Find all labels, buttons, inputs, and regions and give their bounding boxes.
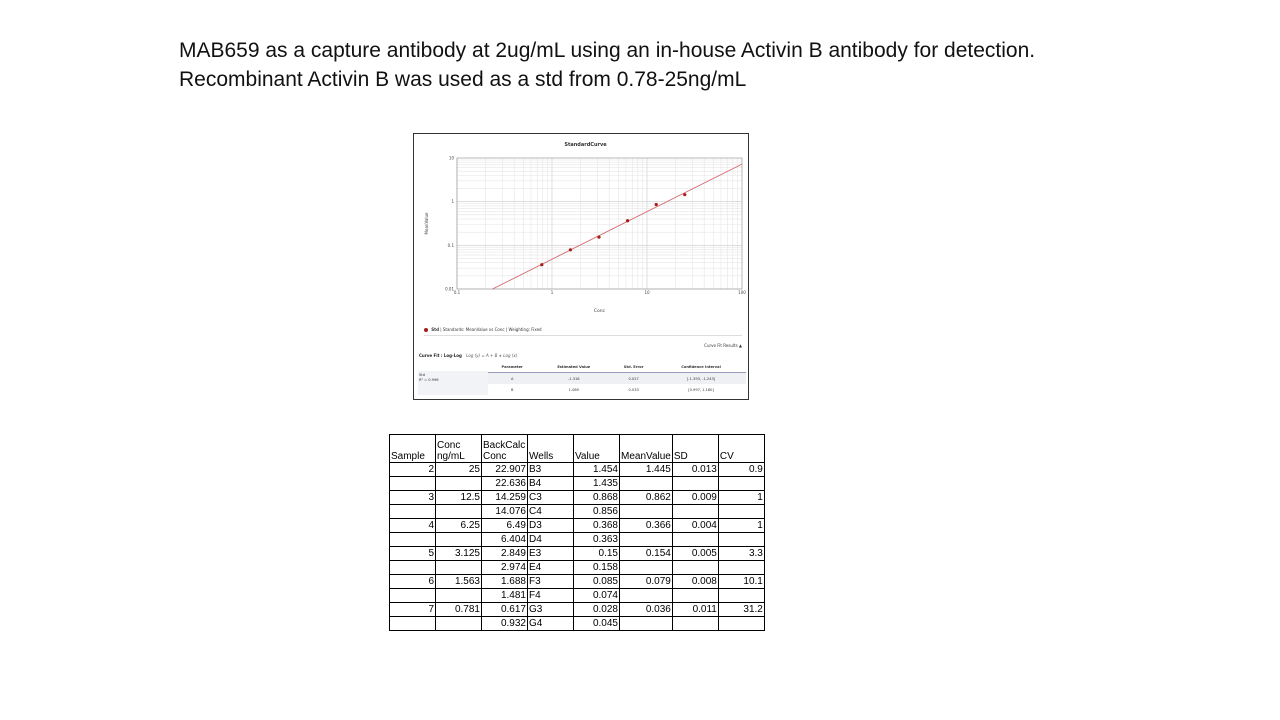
conc-cell [436, 533, 482, 547]
header-cv: CV [718, 435, 764, 463]
meanvalue-cell [620, 533, 673, 547]
y-tick-label: 1 [451, 199, 454, 205]
curve-fit-results-toggle[interactable]: Curve Fit Results ▲ [704, 343, 742, 348]
cv-cell [718, 617, 764, 631]
header-sd: SD [672, 435, 718, 463]
cv-cell: 31.2 [718, 603, 764, 617]
parameter-header-row [488, 362, 746, 373]
value-cell: 1.454 [574, 463, 620, 477]
value-cell: 0.045 [574, 617, 620, 631]
meanvalue-cell: 0.862 [620, 491, 673, 505]
std-fit-label: Std [419, 373, 425, 377]
value-cell: 0.028 [574, 603, 620, 617]
value-cell: 0.085 [574, 575, 620, 589]
data-point [683, 193, 686, 196]
results-table [389, 434, 765, 631]
meanvalue-cell [620, 617, 673, 631]
param-header: Estimated Value [536, 362, 611, 373]
sample-cell [390, 589, 436, 603]
y-tick-label: 0.01 [445, 286, 454, 292]
param-value: 1.089 [568, 387, 579, 392]
table-row [390, 603, 765, 617]
x-tick-label: 10 [644, 290, 650, 295]
sd-cell [672, 505, 718, 519]
curve-fit-equation: Log (y) = A + B ∗ Log (x) [466, 353, 518, 358]
cv-cell: 10.1 [718, 575, 764, 589]
plot-area-frame [457, 158, 742, 289]
sd-cell: 0.009 [672, 491, 718, 505]
sample-cell [390, 561, 436, 575]
sample-cell: 3 [390, 491, 436, 505]
sd-cell: 0.004 [672, 519, 718, 533]
slide-caption [179, 36, 1035, 94]
wells-cell: C3 [528, 491, 574, 505]
sd-cell: 0.005 [672, 547, 718, 561]
param-error: 0.033 [628, 387, 639, 392]
sample-cell [390, 477, 436, 491]
parameter-table [488, 362, 746, 395]
wells-cell: B3 [528, 463, 574, 477]
param-header: Parameter [488, 362, 536, 373]
backcalc-cell: 2.974 [482, 561, 528, 575]
backcalc-cell: 6.404 [482, 533, 528, 547]
sample-cell: 7 [390, 603, 436, 617]
conc-cell [436, 617, 482, 631]
sample-cell: 6 [390, 575, 436, 589]
meanvalue-cell [620, 589, 673, 603]
table-row [390, 477, 765, 491]
param-ci: [-1.393, -1.243] [656, 373, 746, 385]
data-point [569, 248, 572, 251]
backcalc-cell: 1.481 [482, 589, 528, 603]
y-axis-label: MeanValue [424, 212, 429, 235]
param-ci: [0.997, 1.180] [688, 387, 714, 392]
sample-cell [390, 505, 436, 519]
sd-cell: 0.013 [672, 463, 718, 477]
conc-cell: 0.781 [436, 603, 482, 617]
y-tick-label: 10 [448, 155, 454, 161]
conc-cell: 1.563 [436, 575, 482, 589]
meanvalue-cell [620, 561, 673, 575]
sd-cell: 0.008 [672, 575, 718, 589]
header-conc: Conc ng/mL [436, 435, 482, 463]
cv-cell: 1 [718, 491, 764, 505]
x-tick-label: 0.1 [453, 290, 461, 295]
meanvalue-cell: 0.154 [620, 547, 673, 561]
table-row [390, 463, 765, 477]
cv-cell: 3.3 [718, 547, 764, 561]
sample-cell [390, 533, 436, 547]
legend-description: | Standards: MeanValue vs Conc | Weighting: Fixed [440, 327, 542, 332]
meanvalue-cell: 0.036 [620, 603, 673, 617]
header-wells: Wells [528, 435, 574, 463]
meanvalue-cell [620, 477, 673, 491]
param-header: Confidence Interval [656, 362, 746, 373]
chart-legend [424, 327, 742, 336]
wells-cell: E4 [528, 561, 574, 575]
header-sample: Sample [390, 435, 436, 463]
legend-marker-icon [424, 328, 428, 332]
sd-cell [672, 589, 718, 603]
value-cell: 0.074 [574, 589, 620, 603]
value-cell: 0.15 [574, 547, 620, 561]
r-squared-value: R² = 0.996 [419, 378, 439, 382]
cv-cell: 1 [718, 519, 764, 533]
wells-cell: D4 [528, 533, 574, 547]
sd-cell: 0.011 [672, 603, 718, 617]
cv-cell [718, 477, 764, 491]
meanvalue-cell: 0.366 [620, 519, 673, 533]
backcalc-cell: 1.688 [482, 575, 528, 589]
param-value: -1.318 [536, 373, 611, 385]
value-cell: 0.363 [574, 533, 620, 547]
backcalc-cell: 22.636 [482, 477, 528, 491]
wells-cell: G4 [528, 617, 574, 631]
table-row [390, 589, 765, 603]
param-error: 0.027 [611, 373, 656, 385]
standard-curve-chart [414, 134, 750, 324]
x-axis-label: Conc [593, 309, 606, 314]
curve-fit-label [419, 353, 517, 358]
cv-cell [718, 589, 764, 603]
wells-cell: C4 [528, 505, 574, 519]
backcalc-cell: 0.932 [482, 617, 528, 631]
table-row [390, 547, 765, 561]
backcalc-cell: 6.49 [482, 519, 528, 533]
conc-cell: 25 [436, 463, 482, 477]
backcalc-cell: 14.259 [482, 491, 528, 505]
conc-cell [436, 561, 482, 575]
wells-cell: D3 [528, 519, 574, 533]
conc-cell: 6.25 [436, 519, 482, 533]
wells-cell: F3 [528, 575, 574, 589]
sd-cell [672, 561, 718, 575]
results-header-row [390, 435, 765, 463]
sample-cell: 5 [390, 547, 436, 561]
meanvalue-cell [620, 505, 673, 519]
wells-cell: B4 [528, 477, 574, 491]
parameter-row [488, 384, 746, 395]
caption-line-1: MAB659 as a capture antibody at 2ug/mL using an in-house Activin B antibody for detection. [179, 39, 1036, 62]
conc-cell: 3.125 [436, 547, 482, 561]
curve-fit-model: Curve Fit : Log-Log [419, 353, 462, 358]
table-row [390, 575, 765, 589]
sample-cell: 4 [390, 519, 436, 533]
table-row [390, 505, 765, 519]
caption-line-2: Recombinant Activin B was used as a std from 0.78-25ng/mL [179, 68, 747, 91]
conc-cell [436, 505, 482, 519]
cv-cell: 0.9 [718, 463, 764, 477]
table-row [390, 561, 765, 575]
backcalc-cell: 14.076 [482, 505, 528, 519]
table-row [390, 533, 765, 547]
table-row [390, 617, 765, 631]
value-cell: 1.435 [574, 477, 620, 491]
backcalc-cell: 22.907 [482, 463, 528, 477]
data-point [655, 203, 658, 206]
param-name: A [488, 373, 536, 385]
meanvalue-cell: 1.445 [620, 463, 673, 477]
sample-cell [390, 617, 436, 631]
standard-curve-panel [413, 133, 749, 400]
fit-curve-line [493, 164, 742, 289]
data-point [540, 263, 543, 266]
conc-cell [436, 477, 482, 491]
legend-series-name: Std [431, 327, 439, 332]
value-cell: 0.856 [574, 505, 620, 519]
backcalc-cell: 2.849 [482, 547, 528, 561]
header-value: Value [574, 435, 620, 463]
cv-cell [718, 533, 764, 547]
data-point [597, 236, 600, 239]
value-cell: 0.868 [574, 491, 620, 505]
parameter-row [488, 373, 746, 385]
chart-title: StandardCurve [564, 142, 607, 148]
wells-cell: F4 [528, 589, 574, 603]
wells-cell: E3 [528, 547, 574, 561]
y-tick-label: 0.1 [447, 242, 454, 248]
param-name: B [510, 387, 514, 392]
sd-cell [672, 617, 718, 631]
table-row [390, 491, 765, 505]
cv-cell [718, 505, 764, 519]
param-header: Std. Error [611, 362, 656, 373]
value-cell: 0.158 [574, 561, 620, 575]
data-point [626, 219, 629, 222]
wells-cell: G3 [528, 603, 574, 617]
cv-cell [718, 561, 764, 575]
sd-cell [672, 533, 718, 547]
sample-cell: 2 [390, 463, 436, 477]
x-tick-label: 1 [550, 290, 554, 295]
sd-cell [672, 477, 718, 491]
conc-cell [436, 589, 482, 603]
x-tick-label: 100 [738, 290, 746, 295]
table-row [390, 519, 765, 533]
meanvalue-cell: 0.079 [620, 575, 673, 589]
header-backcalc: BackCalc Conc [482, 435, 528, 463]
value-cell: 0.368 [574, 519, 620, 533]
conc-cell: 12.5 [436, 491, 482, 505]
header-meanvalue: MeanValue [620, 435, 673, 463]
backcalc-cell: 0.617 [482, 603, 528, 617]
std-fit-summary [419, 373, 439, 383]
